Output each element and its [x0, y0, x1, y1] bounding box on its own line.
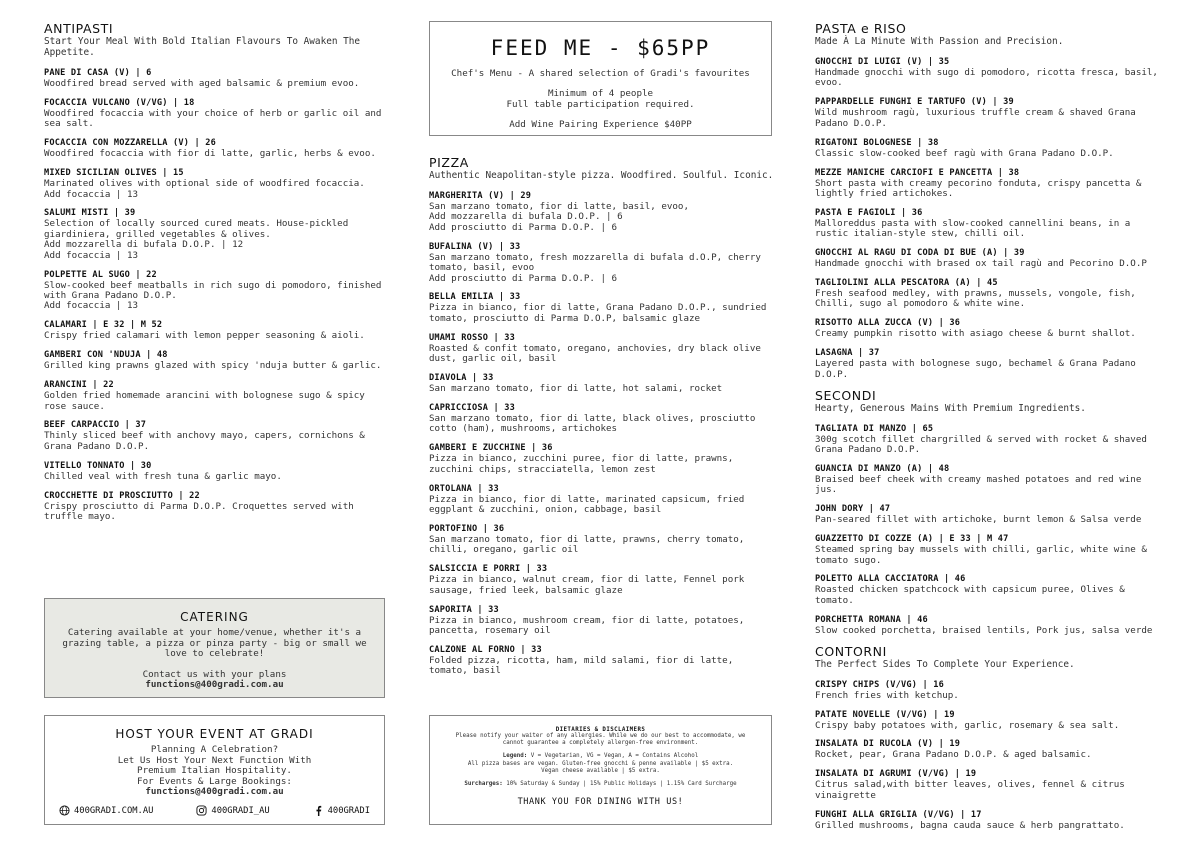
facebook-link[interactable]	[313, 805, 370, 816]
menu-item-description: Classic slow-cooked beef ragù with Grana Padano D.O.P.	[815, 147, 1114, 159]
menu-item	[429, 242, 775, 284]
menu-item-name: POLETTO ALLA CACCIATORA | 46	[815, 574, 966, 585]
menu-item-name: SAPORITA | 33	[429, 604, 499, 615]
menu-item	[815, 248, 1160, 269]
menu-item-description: Roasted chicken spatchcock with capsicum puree, Olives & tomato.	[815, 584, 1125, 606]
menu-item-name: PAPPARDELLE FUNGHI E TARTUFO (V) | 39	[815, 97, 1014, 108]
menu-item	[44, 168, 389, 200]
menu-item	[429, 605, 775, 637]
menu-item-description: Woodfired focaccia with your choice of herb or garlic oil and sea salt.	[44, 107, 382, 130]
menu-item	[815, 168, 1160, 200]
menu-item-description: Handmade gnocchi with brased ox tail ragù and Pecorino D.O.P	[815, 258, 1147, 270]
menu-item-description: San marzano tomato, fresh mozzarella di bufala d.O.P, cherry tomato, basil, evoo	[429, 251, 761, 274]
menu-item-name: MIXED SICILIAN OLIVES | 15	[44, 168, 184, 179]
menu-item-name: FOCACCIA VULCANO (V/VG) | 18	[44, 97, 195, 108]
menu-item-description: Pizza in bianco, walnut cream, fior di latte, Fennel pork sausage, fried leek, balsamic glaze	[429, 574, 745, 596]
feed-me-line1: Chef's Menu - A shared selection of Gradi's favourites	[451, 68, 750, 79]
menu-item-name: BUFALINA (V) | 33	[429, 241, 521, 252]
dietary-notice: Please notify your waiter of any allergies. While we do our best to accommodate, we cannot guarantee a completely allergen-free environment.	[455, 733, 746, 747]
menu-item-name: FUNGHI ALLA GRIGLIA (V/VG) | 17	[815, 809, 982, 820]
antipasti-column	[44, 22, 389, 531]
menu-item-name: LASAGNA | 37	[815, 348, 880, 359]
menu-item-name: CRISPY CHIPS (V/VG) | 16	[815, 679, 944, 690]
menu-item-addon: Add mozzarella di bufala D.O.P. | 12	[44, 239, 244, 251]
thank-you-text: THANK YOU FOR DINING WITH US!	[517, 797, 684, 808]
host-event-box	[44, 715, 385, 825]
menu-item-addon: Add focaccia | 13	[44, 300, 139, 312]
menu-item-description: Chilled veal with fresh tuna & garlic mayo.	[44, 470, 282, 482]
dietary-legend	[430, 753, 771, 760]
menu-item-addon: Add mozzarella di bufala D.O.P. | 6	[429, 211, 623, 223]
host-line3: Premium Italian Hospitality.	[137, 765, 292, 776]
menu-item-name: GUAZZETTO DI COZZE (A) | E 33 | M 47	[815, 534, 1009, 545]
menu-item-description: Malloreddus pasta with slow-cooked cannellini beans, in a rustic italian-style stew, chilli oil.	[815, 217, 1131, 240]
host-line1: Planning A Celebration?	[150, 744, 279, 755]
menu-item-name: CALZONE AL FORNO | 33	[429, 644, 542, 655]
menu-item-description: Citrus salad,with bitter leaves, olives, fennel & citrus vinaigrette	[815, 779, 1125, 801]
menu-item-description: Pizza in bianco, fior di latte, Grana Padano D.O.P., sundried tomato, prosciutto di Parma D.O.P, balsamic glaze	[429, 302, 767, 324]
menu-item-description: 300g scotch fillet chargrilled & served with rocket & shaved Grana Padano D.O.P.	[815, 433, 1147, 455]
menu-item-description: Wild mushroom ragù, luxurious truffle cream & shaved Grana Padano D.O.P.	[815, 107, 1136, 129]
menu-item-description: Roasted & confit tomato, oregano, anchovies, dry black olive dust, garlic oil, basil	[429, 342, 761, 365]
menu-item-name: PASTA E FAGIOLI | 36	[815, 207, 923, 218]
menu-item-description: Crispy fried calamari with lemon pepper seasoning & aioli.	[44, 330, 365, 342]
menu-item-name: UMAMI ROSSO | 33	[429, 332, 515, 343]
menu-item	[815, 710, 1160, 731]
menu-item	[815, 278, 1160, 310]
menu-item-name: POLPETTE AL SUGO | 22	[44, 269, 157, 280]
menu-item-name: SALUMI MISTI | 39	[44, 208, 136, 219]
menu-item-name: GAMBERI CON 'NDUJA | 48	[44, 350, 168, 361]
menu-item	[44, 320, 389, 341]
catering-box	[44, 598, 385, 698]
dietary-box	[429, 715, 772, 825]
dietary-line3: Vegan cheese available | $5 extra.	[541, 767, 660, 774]
pizza-subtitle: Authentic Neapolitan-style pizza. Woodfired. Soulful. Iconic.	[429, 170, 774, 181]
menu-item	[429, 645, 775, 677]
menu-item-description: Thinly sliced beef with anchovy mayo, capers, cornichons & Grana Padano D.O.P.	[44, 430, 365, 452]
contorni-list	[815, 680, 1160, 831]
menu-item	[44, 380, 389, 412]
menu-item	[429, 191, 775, 233]
menu-item-name: ORTOLANA | 33	[429, 483, 499, 494]
menu-item	[815, 138, 1160, 159]
menu-item	[429, 333, 775, 365]
menu-item-name: CAPRICCIOSA | 33	[429, 402, 515, 413]
feed-me-title: FEED ME - $65PP	[490, 36, 711, 60]
menu-item-name: GNOCCHI DI LUIGI (V) | 35	[815, 57, 950, 67]
menu-item-name: GUANCIA DI MANZO (A) | 48	[815, 463, 950, 474]
feed-me-line2: Minimum of 4 people	[547, 88, 654, 99]
menu-item	[429, 443, 775, 475]
website-text: 400GRADI.COM.AU	[74, 805, 154, 816]
antipasti-title: ANTIPASTI	[44, 21, 114, 36]
menu-item	[815, 680, 1160, 701]
menu-item-description: Grilled mushrooms, bagna cauda sauce & herb pangrattato.	[815, 819, 1125, 831]
menu-item-description: Grilled king prawns glazed with spicy 'nduja butter & garlic.	[44, 360, 382, 372]
secondi-subtitle: Hearty, Generous Mains With Premium Ingredients.	[815, 402, 1086, 414]
menu-item	[815, 574, 1160, 606]
catering-email-link[interactable]: functions@400gradi.com.au	[145, 679, 284, 690]
website-link[interactable]	[59, 805, 153, 816]
menu-item-description: Folded pizza, ricotta, ham, mild salami, fior di latte, tomato, basil	[429, 654, 734, 677]
menu-item	[815, 534, 1160, 566]
pizza-title: PIZZA	[429, 155, 469, 170]
menu-item	[44, 98, 389, 130]
menu-item-description: Selection of locally sourced cured meats. House-pickled giardiniera, grilled vegetables & olives.	[44, 218, 349, 240]
menu-item-name: TAGLIATA DI MANZO | 65	[815, 423, 934, 434]
menu-item-name: PATATE NOVELLE (V/VG) | 19	[815, 709, 955, 720]
menu-item	[44, 138, 389, 159]
globe-icon	[59, 805, 70, 816]
surcharges	[430, 781, 771, 788]
menu-item-name: GNOCCHI AL RAGU DI CODA DI BUE (A) | 39	[815, 248, 1025, 259]
pizza-list	[429, 191, 775, 677]
menu-item-description: Handmade gnocchi with sugo di pomodoro, ricotta fresca, basil, evoo.	[815, 67, 1158, 89]
mains-column	[815, 22, 1160, 840]
menu-item	[429, 484, 775, 516]
menu-item-description: Pizza in bianco, fior di latte, marinated capsicum, fried eggplant & zucchini, onion, cabbage, basil	[429, 493, 745, 515]
menu-item	[44, 350, 389, 371]
surcharge-label: Surcharges:	[464, 781, 503, 788]
menu-item-name: BEEF CARPACCIO | 37	[44, 420, 147, 431]
pasta-title: PASTA e RISO	[815, 21, 907, 36]
pasta-list	[815, 57, 1160, 380]
feed-me-box	[429, 21, 772, 136]
menu-item-description: Short pasta with creamy pecorino fonduta, crispy pancetta & lightly fried artichokes.	[815, 177, 1142, 199]
menu-item-name: PORTOFINO | 36	[429, 523, 505, 534]
menu-item	[815, 464, 1160, 496]
legend-label: Legend:	[502, 753, 528, 760]
pizza-column	[429, 156, 775, 685]
menu-item-description: Creamy pumpkin risotto with asiago cheese & burnt shallot.	[815, 328, 1136, 340]
menu-item-addon: Add prosciutto di Parma D.O.P. | 6	[429, 272, 618, 284]
facebook-icon	[313, 805, 324, 816]
menu-item	[44, 461, 389, 482]
menu-item	[429, 292, 775, 324]
menu-item-description: Golden fried homemade arancini with bolognese sugo & spicy rose sauce.	[44, 390, 365, 412]
menu-item-name: RISOTTO ALLA ZUCCA (V) | 36	[815, 318, 961, 329]
instagram-icon	[196, 805, 207, 816]
catering-title: CATERING	[180, 610, 249, 624]
catering-contact: Contact us with your plans	[142, 668, 287, 680]
menu-item-description: San marzano tomato, fior di latte, black olives, prosciutto cotto (ham), mushrooms, artichokes	[429, 412, 756, 435]
menu-item	[815, 739, 1160, 760]
menu-item-description: Pizza in bianco, mushroom cream, fior di latte, potatoes, pancetta, rosemary oil	[429, 614, 745, 636]
surcharge-text: 10% Saturday & Sunday | 15% Public Holidays | 1.15% Card Surcharge	[506, 781, 737, 788]
secondi-list	[815, 424, 1160, 637]
menu-item-description: San marzano tomato, fior di latte, hot salami, rocket	[429, 383, 723, 395]
menu-item	[815, 318, 1160, 339]
contorni-subtitle: The Perfect Sides To Complete Your Experience.	[815, 658, 1075, 670]
contorni-title: CONTORNI	[815, 643, 887, 659]
menu-item-name: CROCCHETTE DI PROSCIUTTO | 22	[44, 490, 200, 501]
menu-item-description: Braised beef cheek with creamy mashed potatoes and red wine jus.	[815, 473, 1142, 496]
menu-item-name: BELLA EMILIA | 33	[429, 292, 521, 303]
menu-item	[815, 769, 1160, 801]
menu-item-name: RIGATONI BOLOGNESE | 38	[815, 137, 939, 148]
menu-item	[815, 810, 1160, 831]
menu-item	[815, 615, 1160, 636]
menu-item-description: Pizza in bianco, zucchini puree, fior di latte, prawns, zucchini chips, stracciatella, lemon zest	[429, 453, 734, 475]
instagram-link[interactable]	[196, 805, 269, 816]
menu-item-name: VITELLO TONNATO | 30	[44, 460, 152, 471]
facebook-text: 400GRADI	[327, 805, 370, 816]
menu-item-description: San marzano tomato, fior di latte, prawns, cherry tomato, chilli, oregano, garlic oil	[429, 533, 745, 556]
menu-item-name: CALAMARI | E 32 | M 52	[44, 320, 163, 331]
menu-item-addon: Add focaccia | 13	[44, 249, 139, 261]
dietary-line2: All pizza bases are vegan. Gluten-free gnocchi & penne available | $5 extra.	[467, 760, 734, 767]
secondi-title: SECONDI	[815, 387, 877, 403]
menu-item	[44, 491, 389, 523]
menu-item	[429, 373, 775, 394]
menu-item-addon: Add prosciutto di Parma D.O.P. | 6	[429, 221, 618, 233]
host-title: HOST YOUR EVENT AT GRADI	[115, 727, 314, 741]
menu-item-name: JOHN DORY | 47	[815, 504, 891, 515]
menu-item	[815, 424, 1160, 456]
menu-item	[44, 270, 389, 312]
menu-item	[44, 420, 389, 452]
menu-item	[815, 348, 1160, 380]
menu-item	[44, 68, 389, 89]
menu-item-name: TAGLIOLINI ALLA PESCATORA (A) | 45	[815, 278, 998, 289]
menu-item-description: Steamed spring bay mussels with chilli, garlic, white wine & tomato sugo.	[815, 544, 1147, 566]
menu-item-description: Marinated olives with optional side of woodfired focaccia.	[44, 178, 365, 190]
menu-item	[815, 97, 1160, 129]
menu-item	[815, 57, 1160, 89]
menu-item-name: FOCACCIA CON MOZZARELLA (V) | 26	[44, 138, 216, 149]
menu-item-description: Rocket, pear, Grana Padano D.O.P. & aged balsamic.	[815, 749, 1092, 761]
host-line2: Let Us Host Your Next Function With	[117, 754, 312, 766]
feed-me-line3: Full table participation required.	[506, 99, 695, 110]
host-email-link[interactable]: functions@400gradi.com.au	[145, 786, 284, 797]
menu-item-description: French fries with ketchup.	[815, 689, 959, 701]
menu-item-description: Slow cooked porchetta, braised lentils, Pork jus, salsa verde	[815, 624, 1153, 636]
host-line4: For Events & Large Bookings:	[137, 775, 292, 787]
menu-item-name: GAMBERI E ZUCCHINE | 36	[429, 443, 553, 454]
menu-item	[429, 564, 775, 596]
antipasti-list	[44, 68, 389, 522]
menu-item-name: ARANCINI | 22	[44, 380, 114, 391]
menu-item-name: SALSICCIA E PORRI | 33	[429, 564, 548, 575]
menu-item-description: Woodfired focaccia with fior di latte, garlic, herbs & evoo.	[44, 148, 376, 160]
menu-item-name: DIAVOLA | 33	[429, 373, 494, 384]
menu-item	[429, 524, 775, 556]
catering-description: Catering available at your home/venue, whether it's a grazing table, a pizza or pinza party - big or small we love to celebrate!	[62, 627, 367, 659]
dietary-title: DIETARIES & DISCLAIMERS	[555, 727, 646, 733]
menu-item	[815, 208, 1160, 240]
antipasti-subtitle: Start Your Meal With Bold Italian Flavours To Awaken The Appetite.	[44, 36, 361, 58]
menu-item-name: INSALATA DI RUCOLA (V) | 19	[815, 739, 961, 750]
menu-item-description: Woodfired bread served with aged balsamic & premium evoo.	[44, 78, 360, 89]
menu-item-name: PORCHETTA ROMANA | 46	[815, 614, 928, 625]
menu-item	[44, 208, 389, 261]
menu-item-addon: Add focaccia | 13	[44, 188, 139, 200]
menu-item	[815, 504, 1160, 525]
instagram-text: 400GRADI_AU	[211, 805, 270, 816]
menu-item-description: Pan-seared fillet with artichoke, burnt lemon & Salsa verde	[815, 514, 1142, 526]
menu-item-description: Crispy prosciutto di Parma D.O.P. Croquettes served with truffle mayo.	[44, 500, 354, 523]
feed-me-line4: Add Wine Pairing Experience $40PP	[509, 119, 692, 130]
menu-item-description: Slow-cooked beef meatballs in rich sugo di pomodoro, finished with Grana Padano D.O.P.	[44, 279, 382, 301]
social-links	[59, 805, 370, 816]
pasta-subtitle: Made À La Minute With Passion and Precision.	[815, 36, 1064, 47]
menu-item-description: San marzano tomato, fior di latte, basil, evoo,	[429, 201, 689, 212]
menu-item-description: Layered pasta with bolognese sugo, bechamel & Grana Padano D.O.P.	[815, 358, 1136, 380]
legend-text: V = Vegetarian, VG = Vegan, A = Contains Alcohol	[530, 753, 699, 760]
menu-item-name: MEZZE MANICHE CARCIOFI E PANCETTA | 38	[815, 167, 1020, 178]
menu-item-description: Fresh seafood medley, with prawns, mussels, vongole, fish, Chilli, sugo al pomodoro & white wine.	[815, 288, 1136, 310]
menu-item-description: Crispy baby potatoes with, garlic, rosemary & sea salt.	[815, 719, 1120, 731]
menu-item-name: MARGHERITA (V) | 29	[429, 191, 532, 201]
menu-item-name: INSALATA DI AGRUMI (V/VG) | 19	[815, 769, 977, 780]
menu-item-name: PANE DI CASA (V) | 6	[44, 68, 152, 78]
menu-item	[429, 403, 775, 435]
